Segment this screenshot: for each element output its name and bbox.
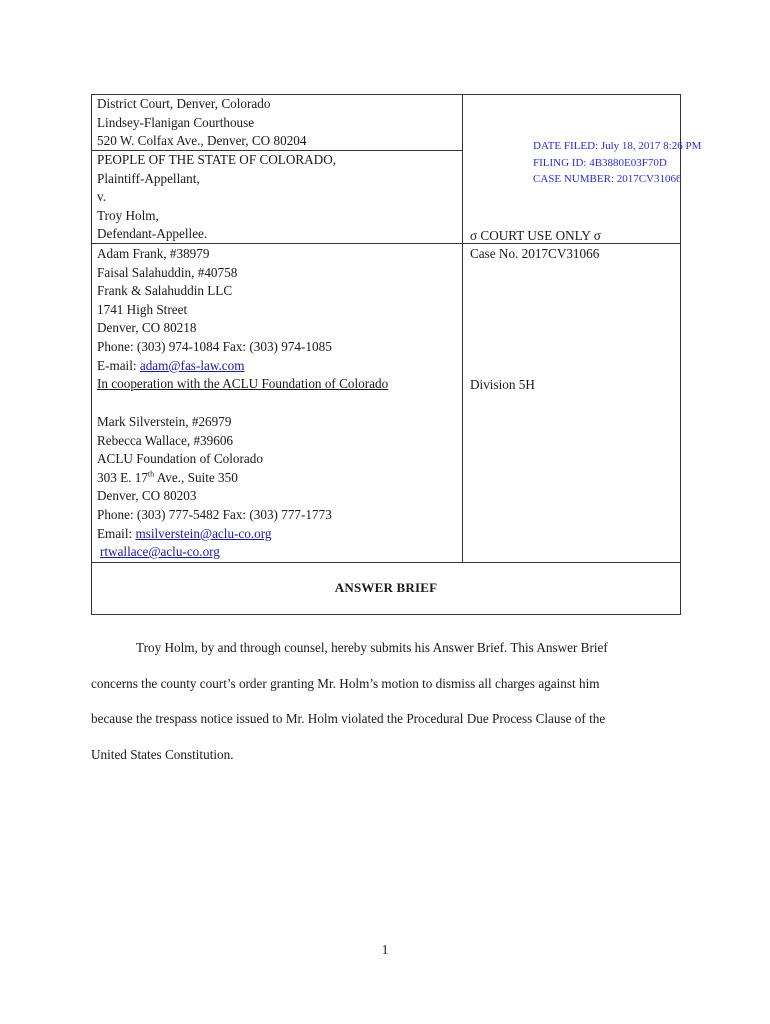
aclu-name: ACLU Foundation of Colorado	[97, 451, 263, 467]
attorney-2: Faisal Salahuddin, #40758	[97, 264, 238, 280]
aclu-city: Denver, CO 80203	[97, 488, 197, 504]
aclu-email-link-1[interactable]: msilverstein@aclu-co.org	[135, 525, 272, 541]
aclu-email-line	[97, 525, 332, 544]
page-number: 1	[381, 942, 389, 957]
stamp-case-number: CASE NUMBER: 2017CV31066	[533, 173, 682, 185]
division: Division 5H	[470, 377, 535, 392]
versus: v.	[97, 189, 107, 205]
attorney-1: Adam Frank, #38979	[97, 246, 210, 261]
defendant-role: Defendant-Appellee.	[97, 226, 208, 242]
firm-name: Frank & Salahuddin LLC	[97, 283, 233, 299]
court-use-only-label: σ COURT USE ONLY σ	[470, 228, 601, 243]
body-line-1: Troy Holm, by and through counsel, hereby submits his Answer Brief. This Answer Brief	[136, 640, 608, 655]
aclu-street: 303 E. 17th Ave., Suite 350	[97, 469, 238, 485]
attorney-3: Mark Silverstein, #26979	[97, 414, 232, 429]
aclu-phone: Phone: (303) 777-5482 Fax: (303) 777-1773	[97, 506, 332, 522]
case-number: Case No. 2017CV31066	[470, 246, 600, 261]
firm-street: 1741 High Street	[97, 301, 188, 317]
document-title: ANSWER BRIEF	[334, 580, 438, 595]
firm-email-label: E-mail:	[97, 357, 140, 373]
court-name: District Court, Denver, Colorado	[97, 96, 271, 111]
body-line-2: concerns the county court’s order granting Mr. Holm’s motion to dismiss all charges against him	[91, 675, 600, 691]
plaintiff-role: Plaintiff-Appellant,	[97, 170, 200, 186]
defendant-name: Troy Holm,	[97, 207, 159, 223]
body-line-3: because the trespass notice issued to Mr. Holm violated the Procedural Due Process Clause of the	[91, 711, 606, 726]
aclu-email-label: Email:	[97, 525, 136, 541]
aclu-email-link-2[interactable]: rtwallace@aclu-co.org	[100, 544, 220, 560]
court-block	[97, 95, 306, 151]
stamp-filing-id: FILING ID: 4B3880E03F70D	[533, 156, 667, 169]
firm-email-line	[97, 357, 388, 376]
counsel-block-1	[97, 245, 388, 394]
court-address: 520 W. Colfax Ave., Denver, CO 80204	[97, 133, 307, 149]
filing-stamp	[533, 138, 701, 188]
aclu-email-line-2	[97, 543, 332, 562]
plaintiff-name: PEOPLE OF THE STATE OF COLORADO,	[97, 152, 337, 167]
stamp-date-filed: DATE FILED: July 18, 2017 8:26 PM	[533, 140, 702, 152]
firm-email-link[interactable]: adam@fas-law.com	[139, 357, 245, 373]
attorney-4: Rebecca Wallace, #39606	[97, 432, 234, 448]
firm-city: Denver, CO 80218	[97, 320, 197, 336]
parties-block	[97, 151, 336, 244]
counsel-block-2	[97, 413, 332, 562]
courthouse-name: Lindsey-Flanigan Courthouse	[97, 114, 255, 130]
cooperation-note: In cooperation with the ACLU Foundation of Colorado	[97, 376, 389, 392]
firm-phone: Phone: (303) 974-1084 Fax: (303) 974-1085	[97, 338, 332, 354]
body-paragraph	[91, 630, 680, 772]
body-line-4: United States Constitution.	[91, 746, 234, 762]
